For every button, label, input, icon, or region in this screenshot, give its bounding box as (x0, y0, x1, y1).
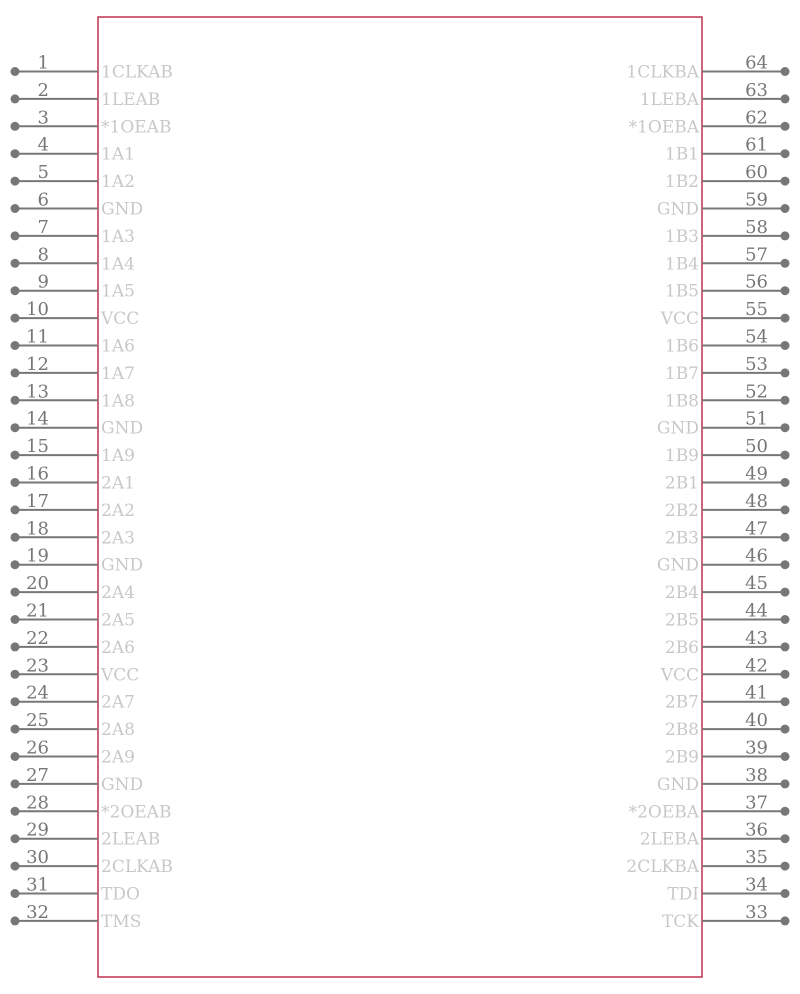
pin-number: 31 (26, 874, 49, 896)
pin-number: 32 (26, 901, 49, 923)
pin-name: 2A7 (101, 692, 135, 713)
pin-name: VCC (660, 309, 699, 330)
pin-endpoint-dot (11, 533, 20, 542)
pin-name: 2A2 (101, 500, 135, 521)
pin-endpoint-dot (11, 916, 20, 925)
left-pin-15 (11, 436, 135, 466)
pin-number: 46 (745, 545, 768, 567)
pin-endpoint-dot (11, 149, 20, 158)
pin-number: 11 (26, 326, 49, 348)
pin-name: 2A6 (101, 637, 135, 658)
pin-name: 2A8 (101, 720, 135, 741)
left-pin-18 (11, 518, 135, 548)
pin-endpoint-dot (11, 862, 20, 871)
pin-name: 1A5 (101, 281, 135, 302)
pin-endpoint-dot (781, 752, 790, 761)
pin-name: VCC (101, 665, 140, 686)
pin-endpoint-dot (11, 286, 20, 295)
pin-endpoint-dot (11, 231, 20, 240)
pin-name: GND (101, 199, 144, 220)
pin-name: *1OEAB (101, 117, 172, 138)
pin-endpoint-dot (11, 807, 20, 816)
pin-number: 56 (745, 271, 768, 293)
pin-endpoint-dot (781, 862, 790, 871)
pin-number: 6 (37, 189, 49, 211)
pin-name: 2A9 (101, 747, 135, 768)
pin-endpoint-dot (781, 642, 790, 651)
left-pin-column (11, 53, 173, 932)
pin-endpoint-dot (11, 779, 20, 788)
pin-number: 60 (745, 162, 768, 184)
pin-name: 1A6 (101, 336, 135, 357)
pin-endpoint-dot (781, 807, 790, 816)
pin-name: GND (656, 418, 699, 439)
pin-endpoint-dot (781, 368, 790, 377)
pin-name: 2B6 (664, 637, 699, 658)
right-pin-58 (665, 217, 790, 247)
pin-name: 2B1 (664, 473, 699, 494)
left-pin-20 (11, 573, 135, 603)
pin-number: 21 (26, 600, 49, 622)
pin-endpoint-dot (781, 451, 790, 460)
right-pin-column (626, 53, 789, 932)
pin-name: 1LEBA (639, 89, 699, 110)
right-pin-44 (665, 601, 790, 631)
pin-number: 13 (26, 381, 49, 403)
pin-endpoint-dot (781, 478, 790, 487)
left-pin-26 (11, 738, 135, 768)
right-pin-42 (660, 655, 790, 685)
pin-number: 22 (26, 627, 49, 649)
left-pin-17 (11, 491, 135, 521)
right-pin-59 (657, 190, 790, 220)
pin-endpoint-dot (781, 697, 790, 706)
right-pin-57 (665, 244, 790, 274)
pin-number: 51 (745, 408, 768, 430)
pin-endpoint-dot (781, 505, 790, 514)
pin-name: 1B8 (664, 391, 699, 412)
pin-name: 2A5 (101, 610, 135, 631)
pin-name: 2B3 (664, 528, 699, 549)
pin-number: 10 (26, 299, 49, 321)
right-pin-37 (629, 792, 790, 822)
pin-number: 24 (26, 682, 49, 704)
pin-name: 2A3 (101, 528, 135, 549)
pin-number: 36 (745, 819, 768, 841)
left-pin-23 (11, 655, 140, 685)
pin-number: 42 (745, 655, 768, 677)
left-pin-16 (11, 464, 135, 494)
right-pin-54 (665, 327, 790, 357)
pin-number: 53 (745, 353, 768, 375)
pin-name: 1B7 (664, 363, 699, 384)
right-pin-61 (665, 135, 790, 165)
left-pin-7 (11, 217, 135, 247)
right-pin-43 (665, 628, 790, 658)
right-pin-51 (657, 409, 790, 439)
pin-number: 54 (745, 326, 768, 348)
left-pin-11 (11, 327, 135, 357)
pin-name: GND (656, 199, 699, 220)
pin-number: 30 (26, 847, 49, 869)
right-pin-36 (640, 820, 790, 850)
right-pin-33 (662, 902, 790, 932)
pin-endpoint-dot (781, 122, 790, 131)
pin-endpoint-dot (11, 505, 20, 514)
pin-endpoint-dot (781, 670, 790, 679)
pin-number: 37 (745, 792, 768, 814)
pin-endpoint-dot (11, 560, 20, 569)
right-pin-63 (640, 80, 790, 110)
pin-number: 43 (745, 627, 768, 649)
pin-endpoint-dot (11, 423, 20, 432)
pin-number: 12 (26, 353, 49, 375)
pin-name: 1B3 (664, 226, 699, 247)
left-pin-19 (11, 546, 144, 576)
pin-name: 2LEAB (101, 829, 161, 850)
pin-endpoint-dot (781, 341, 790, 350)
pin-number: 44 (745, 600, 768, 622)
pin-endpoint-dot (781, 396, 790, 405)
pin-endpoint-dot (781, 94, 790, 103)
pin-number: 8 (37, 244, 49, 266)
right-pin-34 (667, 875, 789, 905)
pin-number: 47 (745, 518, 768, 540)
left-pin-25 (11, 710, 135, 740)
pin-number: 57 (745, 244, 768, 266)
pin-endpoint-dot (11, 259, 20, 268)
pin-number: 40 (745, 710, 768, 732)
pin-number: 59 (745, 189, 768, 211)
pin-name: 1B9 (664, 446, 699, 467)
pin-name: 2B4 (664, 583, 699, 604)
pin-number: 19 (26, 545, 49, 567)
left-pin-10 (11, 299, 140, 329)
pin-name: 1B2 (664, 172, 699, 193)
left-pin-5 (11, 162, 135, 192)
pin-number: 48 (745, 490, 768, 512)
left-pin-28 (11, 792, 172, 822)
pin-endpoint-dot (11, 122, 20, 131)
pin-number: 25 (26, 710, 49, 732)
pin-number: 5 (37, 162, 49, 184)
right-pin-56 (665, 272, 790, 302)
left-pin-27 (11, 765, 144, 795)
pin-name: VCC (660, 665, 699, 686)
pin-name: 2B9 (664, 747, 699, 768)
pin-name: 2B5 (664, 610, 699, 631)
pin-endpoint-dot (781, 588, 790, 597)
pin-endpoint-dot (781, 231, 790, 240)
right-pin-40 (665, 710, 790, 740)
right-pin-64 (626, 53, 789, 83)
pin-endpoint-dot (11, 697, 20, 706)
pin-endpoint-dot (781, 725, 790, 734)
pin-endpoint-dot (11, 67, 20, 76)
pin-name: *1OEBA (628, 117, 699, 138)
pin-endpoint-dot (11, 834, 20, 843)
pin-name: 1A2 (101, 172, 135, 193)
pin-number: 7 (37, 216, 49, 238)
pin-name: 1B1 (664, 144, 699, 165)
pin-name: 1CLKBA (626, 62, 699, 83)
pin-name: *2OEBA (628, 802, 699, 823)
pin-endpoint-dot (781, 286, 790, 295)
pin-number: 18 (26, 518, 49, 540)
left-pin-30 (11, 847, 173, 877)
right-pin-38 (657, 765, 790, 795)
pin-endpoint-dot (11, 588, 20, 597)
pin-name: 1A7 (101, 363, 135, 384)
left-pin-24 (11, 683, 135, 713)
right-pin-55 (660, 299, 790, 329)
left-pin-6 (11, 190, 144, 220)
pin-number: 26 (26, 737, 49, 759)
pin-number: 41 (745, 682, 768, 704)
pin-endpoint-dot (11, 94, 20, 103)
pin-endpoint-dot (11, 752, 20, 761)
pin-number: 62 (745, 107, 768, 129)
pin-number: 27 (26, 764, 49, 786)
right-pin-48 (665, 491, 790, 521)
pin-endpoint-dot (781, 204, 790, 213)
pin-name: TDI (667, 884, 699, 905)
left-pin-14 (11, 409, 144, 439)
right-pin-35 (626, 847, 789, 877)
ic-body-outline (98, 17, 702, 977)
pin-name: 1B4 (664, 254, 699, 275)
pin-endpoint-dot (781, 314, 790, 323)
pin-name: TMS (101, 911, 142, 932)
pin-endpoint-dot (781, 177, 790, 186)
pin-number: 3 (37, 107, 49, 129)
right-pin-45 (665, 573, 790, 603)
pin-number: 63 (745, 79, 768, 101)
pin-endpoint-dot (11, 368, 20, 377)
left-pin-8 (11, 244, 135, 274)
pin-endpoint-dot (781, 423, 790, 432)
pin-endpoint-dot (11, 725, 20, 734)
pin-name: GND (101, 774, 144, 795)
pin-name: 2CLKAB (101, 857, 173, 878)
pin-number: 38 (745, 764, 768, 786)
right-pin-60 (665, 162, 790, 192)
pin-name: 1A4 (101, 254, 135, 275)
pin-number: 9 (37, 271, 49, 293)
pin-name: 1B6 (664, 336, 699, 357)
pin-number: 17 (26, 490, 49, 512)
pin-name: 2B2 (664, 500, 699, 521)
right-pin-49 (665, 464, 790, 494)
left-pin-29 (11, 820, 161, 850)
pin-name: TDO (101, 884, 140, 905)
pin-name: 1A3 (101, 226, 135, 247)
right-pin-52 (665, 381, 790, 411)
left-pin-3 (11, 107, 172, 137)
left-pin-21 (11, 601, 135, 631)
pin-name: GND (101, 418, 144, 439)
pin-endpoint-dot (781, 149, 790, 158)
pin-number: 49 (745, 463, 768, 485)
right-pin-41 (665, 683, 790, 713)
pin-name: 2CLKBA (626, 857, 699, 878)
pin-number: 28 (26, 792, 49, 814)
pin-endpoint-dot (11, 451, 20, 460)
pin-endpoint-dot (781, 615, 790, 624)
pin-endpoint-dot (11, 642, 20, 651)
left-pin-1 (11, 53, 173, 83)
pin-endpoint-dot (11, 204, 20, 213)
pin-number: 55 (745, 299, 768, 321)
pin-number: 39 (745, 737, 768, 759)
pin-name: GND (101, 555, 144, 576)
pin-number: 64 (745, 52, 768, 74)
pin-name: 1LEAB (101, 89, 161, 110)
pin-endpoint-dot (781, 67, 790, 76)
pin-name: 1CLKAB (101, 62, 173, 83)
pin-number: 58 (745, 216, 768, 238)
left-pin-31 (11, 875, 140, 905)
right-pin-50 (665, 436, 790, 466)
pin-number: 1 (37, 52, 49, 74)
right-pin-39 (665, 738, 790, 768)
pin-number: 35 (745, 847, 768, 869)
pin-number: 4 (37, 134, 49, 156)
pin-number: 2 (37, 79, 49, 101)
pin-endpoint-dot (781, 533, 790, 542)
pin-number: 50 (745, 436, 768, 458)
pin-endpoint-dot (11, 478, 20, 487)
pin-endpoint-dot (11, 396, 20, 405)
pin-number: 34 (745, 874, 768, 896)
pin-name: 2LEBA (639, 829, 699, 850)
pin-name: GND (656, 774, 699, 795)
pin-number: 45 (745, 573, 768, 595)
right-pin-53 (665, 354, 790, 384)
pin-endpoint-dot (11, 615, 20, 624)
pin-name: GND (656, 555, 699, 576)
pin-endpoint-dot (781, 889, 790, 898)
left-pin-4 (11, 135, 135, 165)
pin-endpoint-dot (781, 916, 790, 925)
pin-number: 33 (745, 901, 768, 923)
pin-endpoint-dot (781, 834, 790, 843)
pin-number: 16 (26, 463, 49, 485)
pin-name: 1B5 (664, 281, 699, 302)
pin-endpoint-dot (11, 314, 20, 323)
pin-endpoint-dot (11, 670, 20, 679)
right-pin-46 (657, 546, 790, 576)
pin-name: VCC (101, 309, 140, 330)
left-pin-32 (11, 902, 142, 932)
pin-endpoint-dot (11, 889, 20, 898)
pin-number: 29 (26, 819, 49, 841)
pin-endpoint-dot (11, 177, 20, 186)
pin-endpoint-dot (781, 259, 790, 268)
pin-number: 14 (26, 408, 49, 430)
pin-name: 2B7 (664, 692, 699, 713)
pin-number: 61 (745, 134, 768, 156)
pin-number: 23 (26, 655, 49, 677)
right-pin-47 (665, 518, 790, 548)
pin-number: 52 (745, 381, 768, 403)
pin-endpoint-dot (781, 779, 790, 788)
pin-name: 1A9 (101, 446, 135, 467)
pin-name: 2A4 (101, 583, 135, 604)
pin-name: *2OEAB (101, 802, 172, 823)
left-pin-13 (11, 381, 135, 411)
right-pin-62 (629, 107, 790, 137)
pin-endpoint-dot (11, 341, 20, 350)
pin-name: 2A1 (101, 473, 135, 494)
pin-name: TCK (661, 911, 699, 932)
pin-endpoint-dot (781, 560, 790, 569)
pin-number: 20 (26, 573, 49, 595)
left-pin-9 (11, 272, 135, 302)
pin-name: 2B8 (664, 720, 699, 741)
left-pin-2 (11, 80, 161, 110)
pin-name: 1A1 (101, 144, 135, 165)
left-pin-22 (11, 628, 135, 658)
pin-number: 15 (26, 436, 49, 458)
left-pin-12 (11, 354, 135, 384)
pin-name: 1A8 (101, 391, 135, 412)
